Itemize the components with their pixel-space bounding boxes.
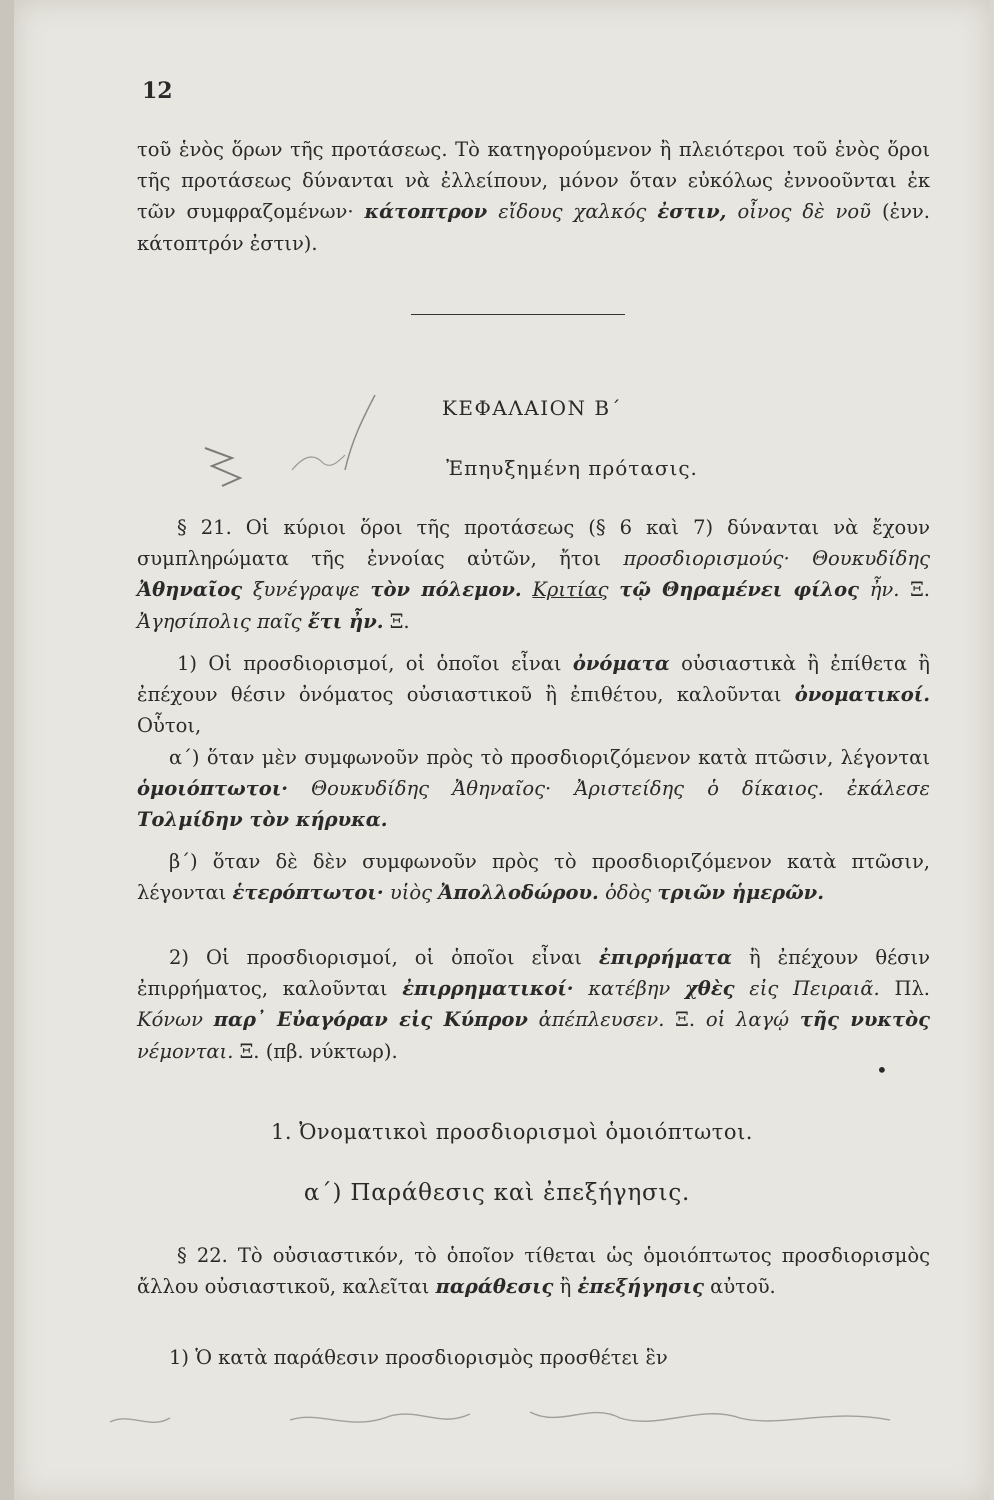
handwritten-note — [110, 1412, 890, 1422]
example-bold: χθὲς — [684, 977, 735, 1001]
term-bold: ἐπιρρήματα — [598, 946, 732, 969]
text-run: αὐτοῦ. — [703, 1275, 776, 1299]
pencil-slash-mark — [345, 395, 375, 470]
example-italic: Ἀγησίπολις παῖς — [137, 609, 302, 633]
example-italic: κατέβην — [588, 977, 671, 1001]
text-run: 2) Οἱ προσδιορισμοί, οἱ ὁποῖοι εἶναι — [169, 946, 599, 969]
section-title: Ἐπηυξημένη πρότασις. — [446, 456, 698, 480]
term-bold: ὀνοματικοί. — [794, 683, 930, 707]
term-bold: ὀνόματα — [572, 652, 670, 675]
page-number: 12 — [142, 78, 173, 104]
term-bold: ἐπιρρηματικοί· — [402, 977, 574, 1001]
example-bold: Τολμίδην τὸν κήρυκα. — [137, 808, 388, 832]
text-run: 1) Ὁ κατὰ παράθεσιν προσδιορισμὸς προσθέτει ἓν — [169, 1346, 668, 1369]
example-italic: νέμονται. — [137, 1039, 234, 1063]
example-italic: εἴδους χαλκός — [498, 200, 647, 224]
stray-dot: • — [876, 1058, 888, 1082]
example-bold: ἐστιν, — [657, 200, 727, 224]
pencil-scribble — [205, 448, 240, 486]
example-italic: ἦν. — [869, 578, 900, 602]
text-run: (ἐνν. κάτοπτρόν ἐστιν). — [137, 200, 930, 255]
text-run: ἢ — [553, 1275, 578, 1299]
example-italic: Θουκυδίδης — [812, 547, 931, 571]
example-italic: ἀπέπλευσεν. — [538, 1008, 665, 1032]
text-run: ἢ ἐπέχουν θέσιν ἐπιρρήματος, καλοῦνται — [137, 946, 930, 1001]
example-italic: εἰς Πειραιᾶ. — [749, 977, 880, 1001]
example-bold: κάτοπτρον — [364, 200, 488, 224]
term-bold: παράθεσις — [435, 1275, 554, 1299]
example-bold: παρ᾽ Εὐαγόραν εἰς Κύπρον — [213, 1008, 528, 1032]
chapter-title: ΚΕΦΑΛΑΙΟΝ Β΄ — [441, 396, 623, 420]
text-run: Οὗτοι, — [137, 714, 202, 738]
pencil-scribble — [292, 455, 345, 470]
text-run: 1) Οἱ προσδιορισμοί, οἱ ὁποῖοι εἶναι — [177, 652, 573, 675]
term-bold: ἑτερόπτωτοι· — [232, 881, 384, 905]
term-bold: ὁμοιόπτωτοι· — [137, 777, 289, 801]
text-run: α΄) ὅταν μὲν συμφωνοῦν πρὸς τὸ προσδιοριζόμενον κατὰ πτῶσιν, λέγονται — [169, 746, 930, 769]
example-italic: Κόνων — [137, 1008, 203, 1032]
example-italic: προσδιορισμούς· — [623, 547, 790, 571]
example-italic: υἱὸς — [389, 881, 433, 905]
example-italic: Θουκυδίδης Ἀθηναῖος· Ἀριστείδης ὁ δίκαιος. ἐκάλεσε — [311, 777, 931, 801]
text-run: § 21. Οἱ κύριοι ὅροι τῆς προτάσεως (§ 6 καὶ 7) δύνανται νὰ ἔχουν συμπληρώματα τῆς ἐννοίας αὐτῶν, ἤτοι — [137, 516, 930, 571]
text-run: § 22. Τὸ οὐσιαστικόν, τὸ ὁποῖον τίθεται ὡς ὁμοιόπτωτος προσδιορισμὸς ἄλλου οὐσιαστικοῦ, καλεῖται — [137, 1244, 930, 1299]
text-run: Ξ. — [899, 578, 931, 602]
example-bold: τριῶν ἡμερῶν. — [657, 881, 824, 905]
example-bold: τῆς νυκτὸς — [799, 1008, 930, 1032]
example-italic: οἶνος δὲ νοῦ — [737, 200, 872, 224]
example-bold: Ἀπολλοδώρου. — [438, 881, 599, 905]
example-italic: Κριτίας — [532, 578, 609, 602]
text-run: Πλ. — [879, 977, 931, 1001]
subsubsection-heading: α΄) Παράθεσις καὶ ἐπεξήγησις. — [303, 1180, 691, 1206]
text-run: Ξ. — [664, 1008, 706, 1032]
example-bold: ἔτι ἦν. — [307, 609, 384, 633]
text-run: τοῦ ἑνὸς ὅρων τῆς προτάσεως. Τὸ κατηγορούμενον ἢ πλειότεροι τοῦ ἑνὸς ὅροι τῆς προτάσεως δύνανται νὰ ἐλλείπουν, μόνον ὅταν εὐκόλως ἐννοοῦνται ἐκ τῶν συμφραζομένων· — [137, 138, 930, 224]
subsection-heading: 1. Ὀνοματικοὶ προσδιορισμοὶ ὁμοιόπτωτοι. — [271, 1120, 753, 1144]
text-run: οὐσιαστικὰ ἢ ἐπίθετα ἢ ἐπέχουν θέσιν ὀνόματος οὐσιαστικοῦ ἢ ἐπιθέτου, καλοῦνται — [137, 652, 930, 707]
example-italic: οἱ λαγῴ — [705, 1008, 790, 1032]
text-run: β΄) ὅταν δὲ δὲν συμφωνοῦν πρὸς τὸ προσδιοριζόμενον κατὰ πτῶσιν, λέγονται — [137, 850, 930, 905]
example-italic: ξυνέγραψε — [252, 578, 360, 602]
text-run: Ξ. (πβ. νύκτωρ). — [233, 1039, 398, 1063]
term-bold: ἐπεξήγησις — [577, 1275, 704, 1299]
example-bold: Ἀθηναῖος — [137, 578, 243, 602]
example-bold: τὸν πόλεμον. — [370, 578, 522, 602]
example-italic: ὁδὸς — [605, 881, 652, 905]
example-bold: τῷ Θηραμένει φίλος — [619, 578, 860, 602]
text-run: Ξ. — [383, 609, 410, 633]
